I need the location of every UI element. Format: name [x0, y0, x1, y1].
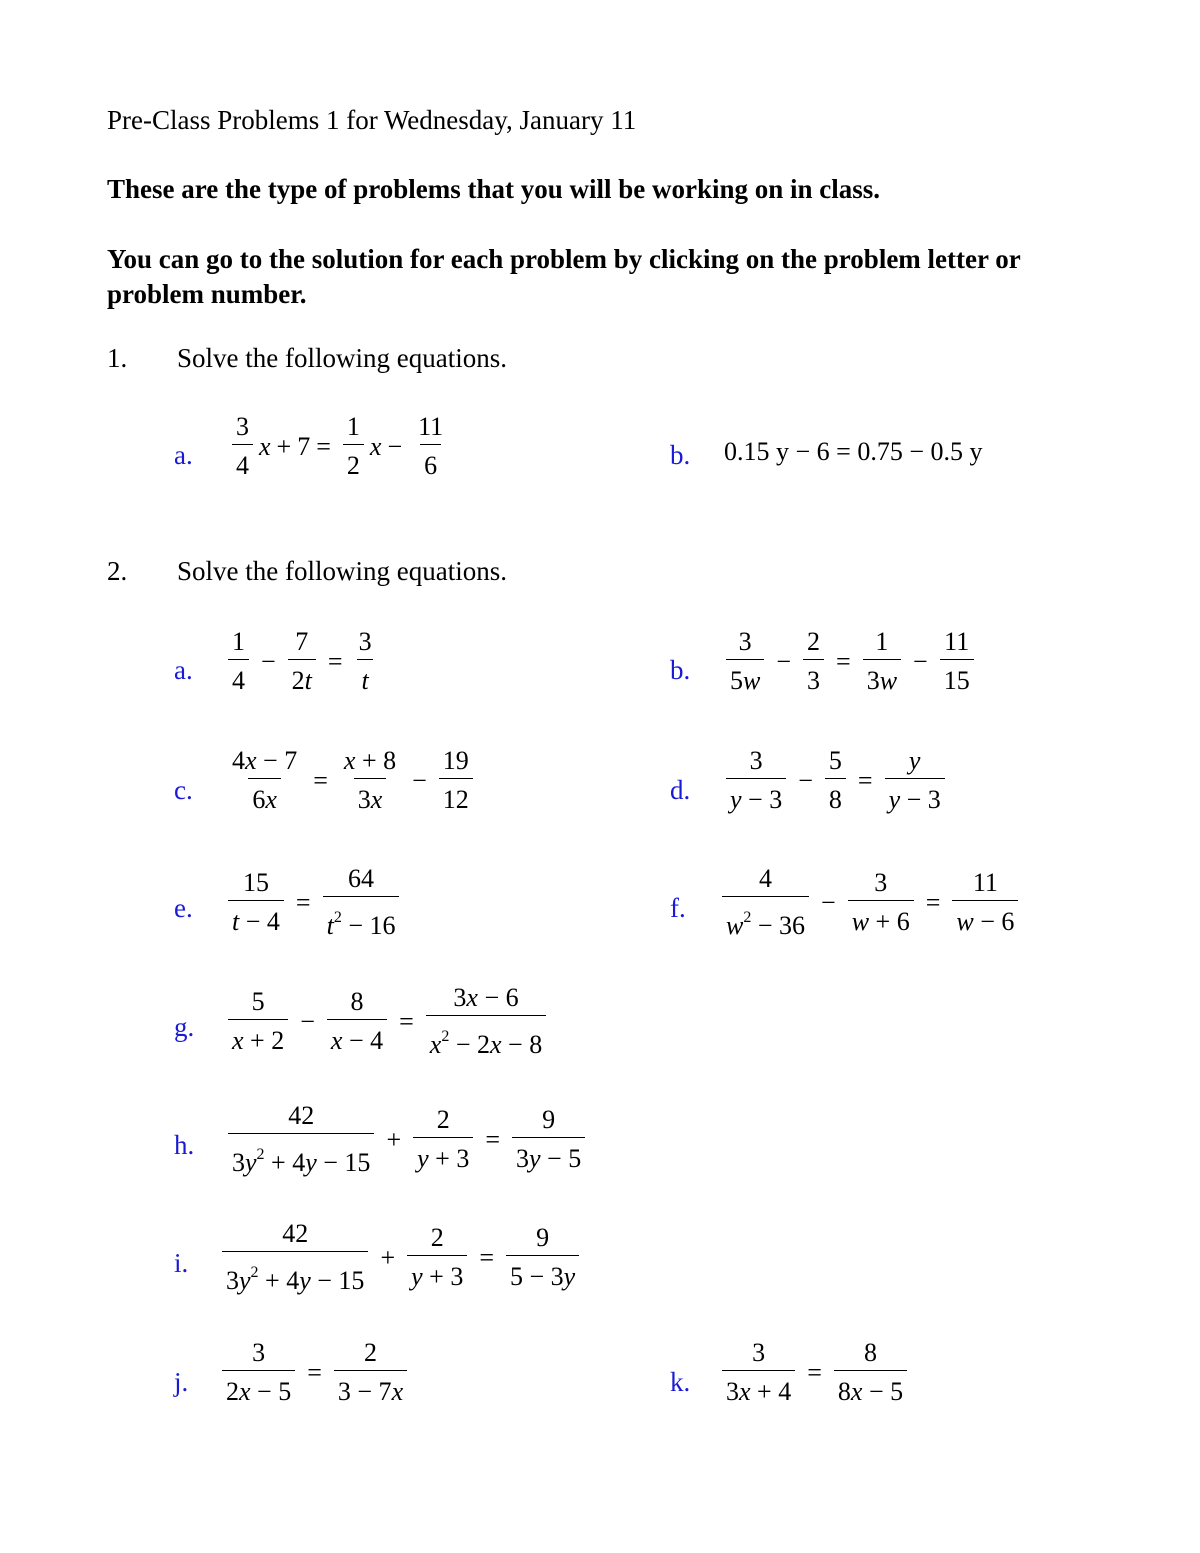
- problem-2f-letter[interactable]: f.: [670, 893, 686, 923]
- problem-2k-letter[interactable]: k.: [670, 1367, 691, 1397]
- problem-2e-equation: $\frac{15}{t - 4}$ = $\frac{64}{t^2 - 16}$: [222, 864, 405, 941]
- problem-2g-letter[interactable]: g.: [174, 1012, 195, 1042]
- problem-2i-letter[interactable]: i.: [174, 1248, 189, 1278]
- problem-1a-equation: $\frac{3}{4}$ x + 7 = $\frac{1}{2}$ x − $\frac{11}{6}$: [226, 412, 453, 481]
- problem-2a-letter[interactable]: a.: [174, 655, 193, 685]
- problem-2c-equation: $\frac{4x - 7}{6x}$ = $\frac{x + 8}{3x}$ − $\frac{19}{12}$: [222, 746, 479, 815]
- intro-text: These are the type of problems that you will be working on in class.: [107, 174, 881, 204]
- problem-2j-letter[interactable]: j.: [174, 1367, 189, 1397]
- problem-2-instruction: Solve the following equations.: [177, 556, 507, 586]
- problem-2k-equation: $\frac{3}{3x + 4}$ = $\frac{8}{8x - 5}$: [716, 1338, 913, 1407]
- problem-2d-letter[interactable]: d.: [670, 775, 691, 805]
- problem-2c-letter[interactable]: c.: [174, 775, 193, 805]
- problem-1a-letter[interactable]: a.: [174, 440, 193, 470]
- problem-2a-equation: $\frac{1}{4}$ − $\frac{7}{2t}$ = $\frac{3}{t}$: [222, 627, 382, 696]
- problem-2f-equation: $\frac{4}{w^2 - 36}$ − $\frac{3}{w + 6}$ = $\frac{11}{w - 6}$: [716, 864, 1024, 941]
- problem-2i-equation: $\frac{42}{3y^2 + 4y - 15}$ + $\frac{2}{y + 3}$ = $\frac{9}{5 - 3y}$: [216, 1219, 585, 1296]
- instructions-text: You can go to the solution for each problem by clicking on the problem letter or problem number.: [107, 244, 1021, 309]
- problem-2j-equation: $\frac{3}{2x - 5}$ = $\frac{2}{3 - 7x}$: [216, 1338, 413, 1407]
- problem-2b-equation: $\frac{3}{5w}$ − $\frac{2}{3}$ = $\frac{1}{3w}$ − $\frac{11}{15}$: [720, 627, 980, 696]
- problem-2d-equation: $\frac{3}{y - 3}$ − $\frac{5}{8}$ = $\frac{y}{y - 3}$: [720, 746, 951, 815]
- problem-2h-letter[interactable]: h.: [174, 1130, 195, 1160]
- problem-1-number[interactable]: 1.: [107, 343, 128, 373]
- problem-2e-letter[interactable]: e.: [174, 893, 193, 923]
- problem-2h-equation: $\frac{42}{3y^2 + 4y - 15}$ + $\frac{2}{y + 3}$ = $\frac{9}{3y - 5}$: [222, 1101, 591, 1178]
- problem-1-instruction: Solve the following equations.: [177, 343, 507, 373]
- page-title: Pre-Class Problems 1 for Wednesday, January 11: [107, 105, 637, 135]
- problem-2g-equation: $\frac{5}{x + 2}$ − $\frac{8}{x - 4}$ = $\frac{3x - 6}{x^2 - 2x - 8}$: [222, 983, 552, 1060]
- problem-2-number[interactable]: 2.: [107, 556, 128, 586]
- problem-1b-letter[interactable]: b.: [670, 440, 691, 470]
- problem-2b-letter[interactable]: b.: [670, 655, 691, 685]
- problem-1b-equation: 0.15 y − 6 = 0.75 − 0.5 y: [724, 437, 983, 466]
